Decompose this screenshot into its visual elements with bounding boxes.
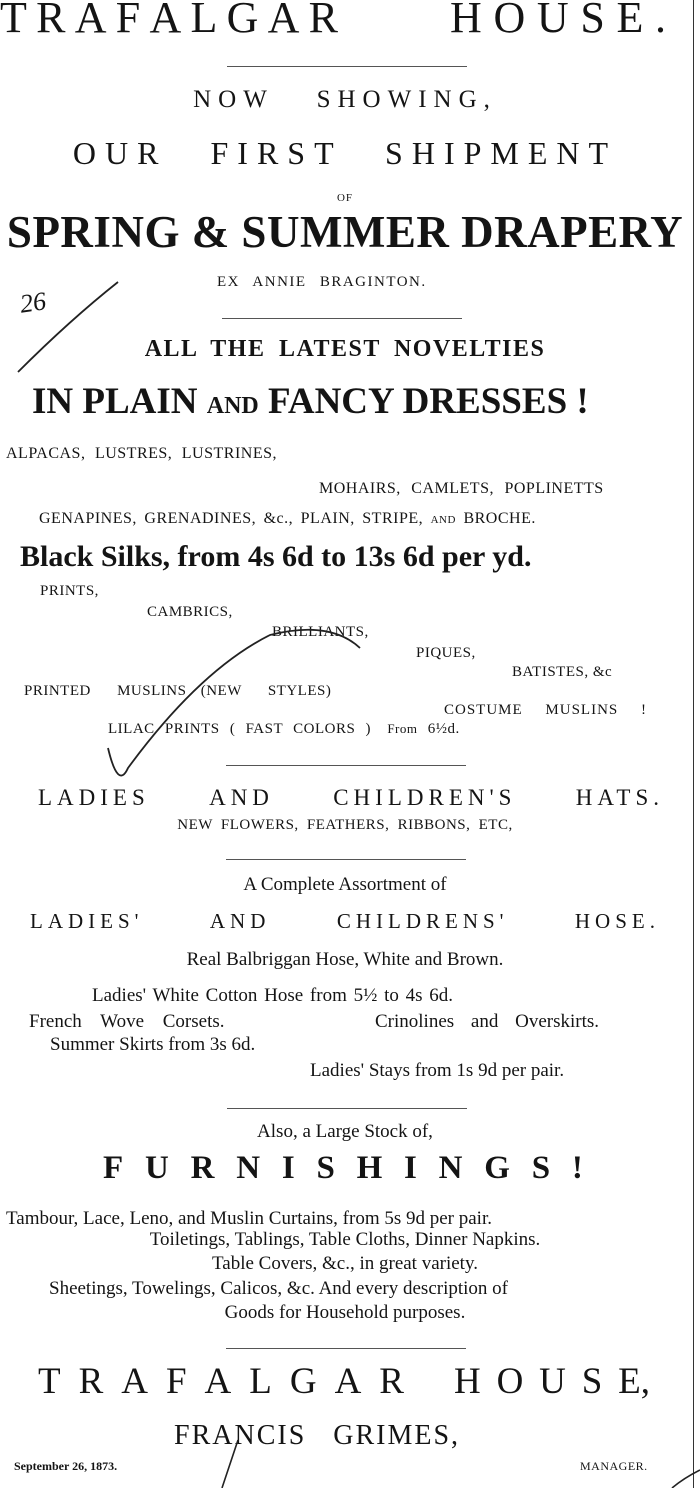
balbriggan-hose: Real Balbriggan Hose, White and Brown. xyxy=(186,949,504,970)
date: September 26, 1873. xyxy=(14,1459,118,1473)
divider-2 xyxy=(222,318,462,319)
also-large-stock: Also, a Large Stock of, xyxy=(257,1121,433,1142)
lilac-prints: LILAC PRINTS ( FAST COLORS ) From 6½d. xyxy=(108,721,460,737)
header-title-trafalgar: T R A F A L G A R xyxy=(0,0,338,42)
divider-6 xyxy=(226,1348,466,1349)
fabrics-line-1: ALPACAS, LUSTRES, LUSTRINES, xyxy=(6,445,278,462)
check-mark xyxy=(108,630,360,776)
first-shipment: OUR FIRST SHIPMENT xyxy=(72,135,618,171)
handwritten-number: 26 xyxy=(18,286,48,319)
hose-title: LADIES' AND CHILDRENS' HOSE. xyxy=(30,909,660,933)
now-showing: NOW SHOWING, xyxy=(193,86,497,113)
ladies-stays: Ladies' Stays from 1s 9d per pair. xyxy=(310,1060,565,1081)
piques: PIQUES, xyxy=(416,645,476,661)
printed-muslins: PRINTED MUSLINS (NEW STYLES) xyxy=(24,683,332,699)
household-goods: Goods for Household purposes. xyxy=(224,1302,466,1323)
column-rule xyxy=(693,0,694,1488)
prints: PRINTS, xyxy=(40,583,99,599)
hats-items: NEW FLOWERS, FEATHERS, RIBBONS, ETC, xyxy=(177,817,513,833)
of-label: OF xyxy=(336,192,354,204)
latest-novelties: ALL THE LATEST NOVELTIES xyxy=(144,336,546,362)
furnishings-title: F U R N I S H I N G S ! xyxy=(103,1150,583,1186)
fabrics-line-3: GENAPINES, GRENADINES, &c., PLAIN, STRIPE, AND BROCHE. xyxy=(39,510,536,527)
footer-title-trafalgar: T R A F A L G A R xyxy=(38,1361,404,1402)
costume-muslins: COSTUME MUSLINS ! xyxy=(444,702,648,718)
table-covers: Table Covers, &c., in great variety. xyxy=(212,1253,478,1274)
manager-label: MANAGER. xyxy=(580,1459,648,1473)
toiletings: Toiletings, Tablings, Table Cloths, Dinner Napkins. xyxy=(149,1229,541,1250)
brilliants: BRILLIANTS, xyxy=(272,624,369,640)
divider-5 xyxy=(227,1108,467,1109)
divider-1 xyxy=(227,66,467,67)
cotton-hose: Ladies' White Cotton Hose from 5½ to 4s 6d. xyxy=(92,985,454,1006)
french-corsets: French Wove Corsets. xyxy=(29,1011,225,1032)
corner-mark xyxy=(672,1470,700,1488)
spring-summer-drapery: SPRING & SUMMER DRAPERY xyxy=(6,207,684,257)
ex-ship: EX ANNIE BRAGINTON. xyxy=(217,274,427,290)
footer-title-house: H O U S E, xyxy=(454,1361,650,1402)
black-silks: Black Silks, from 4s 6d to 13s 6d per yd. xyxy=(20,540,532,573)
header-title-house: H O U S E . xyxy=(450,0,666,42)
divider-3 xyxy=(226,765,466,766)
header-title xyxy=(0,0,666,40)
fabrics-line-2: MOHAIRS, CAMLETS, POPLINETTS xyxy=(319,480,604,497)
footer-title xyxy=(38,1363,650,1400)
plain-fancy-dresses: IN PLAIN AND FANCY DRESSES ! xyxy=(32,381,589,422)
proprietor-name: FRANCIS GRIMES, xyxy=(174,1420,461,1451)
crinolines: Crinolines and Overskirts. xyxy=(375,1011,600,1032)
sheetings: Sheetings, Towelings, Calicos, &c. And every description of xyxy=(49,1278,508,1299)
curtains: Tambour, Lace, Leno, and Muslin Curtains, from 5s 9d per pair. xyxy=(6,1208,492,1229)
divider-4 xyxy=(226,859,466,860)
hats-title: LADIES AND CHILDREN'S HATS. xyxy=(38,785,664,810)
summer-skirts: Summer Skirts from 3s 6d. xyxy=(50,1034,256,1055)
batistes: BATISTES, &c xyxy=(512,664,613,680)
hose-assortment: A Complete Assortment of xyxy=(243,874,447,895)
cambrics: CAMBRICS, xyxy=(147,604,233,620)
